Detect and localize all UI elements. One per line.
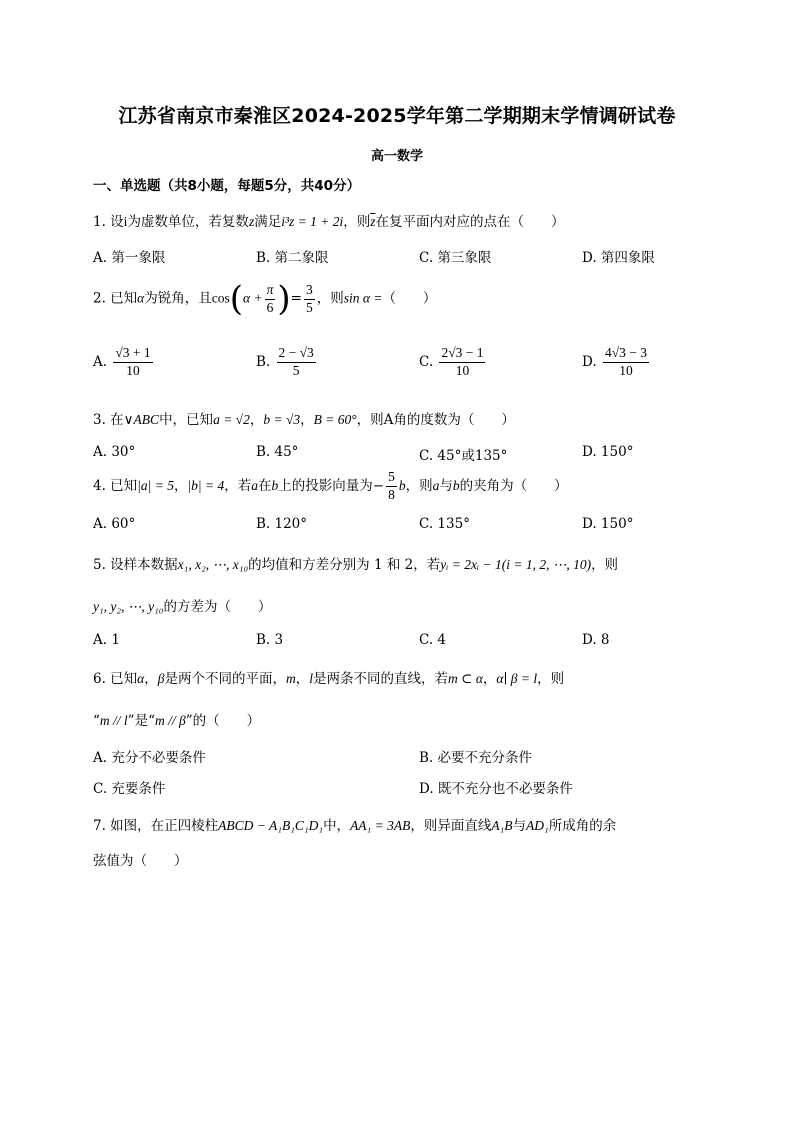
question-5-option-c: C. 4 xyxy=(419,632,447,648)
question-3-option-d: D. 150° xyxy=(582,444,634,460)
question-6-stem-line-1: 6. 已知α，β是两个不同的平面，m，l是两条不同的直线，若m ⊂ α，α∣ β = l，则 xyxy=(93,671,565,687)
question-5-option-a: A. 1 xyxy=(93,632,120,648)
question-7-stem-line-1: 7. 如图，在正四棱柱ABCD − A₁B₁C₁D₁中，AA₁ = 3AB，则异面直线A₁B与AD₁所成角的余 xyxy=(93,818,617,834)
question-4-option-d: D. 150° xyxy=(582,516,634,532)
question-1-option-b: B. 第二象限 xyxy=(256,250,329,266)
question-2-option-d: D. $\frac{4√3 - 3}{10}$ xyxy=(582,345,647,378)
question-2-stem: 2. 已知α为锐角，且cos(α + $\frac{\pi}{6}$ )= $\frac{3}{5}$ ，则sin α =（ ） xyxy=(93,279,437,319)
question-6-stem-line-2: “m // l”是“m // β”的（ ） xyxy=(93,713,261,729)
question-3-option-b: B. 45° xyxy=(256,444,299,460)
question-1-option-d: D. 第四象限 xyxy=(582,250,655,266)
question-6-option-d: D. 既不充分也不必要条件 xyxy=(419,781,573,797)
question-1-option-a: A. 第一象限 xyxy=(93,250,166,266)
question-6-option-b: B. 必要不充分条件 xyxy=(419,750,533,766)
question-3-stem: 3. 在∨ABC中，已知a = √2，b = √3，B = 60°，则A角的度数为（ ） xyxy=(93,412,515,428)
question-1-option-c: C. 第三象限 xyxy=(419,250,492,266)
question-2-option-b: B. $\frac{2 - √3}{5}$ xyxy=(256,345,314,378)
question-3-option-a: A. 30° xyxy=(93,444,136,460)
question-5-stem-line-1: 5. 设样本数据x₁, x₂, ⋯, x₁₀的均值和方差分别为 1 和 2，若yᵢ = 2xᵢ − 1(i = 1, 2, ⋯, 10)，则 xyxy=(93,557,619,573)
question-4-option-b: B. 120° xyxy=(256,516,308,532)
question-4-option-a: A. 60° xyxy=(93,516,136,532)
exam-title: 江苏省南京市秦淮区2024-2025学年第二学期期末学情调研试卷 xyxy=(118,105,676,127)
question-5-option-d: D. 8 xyxy=(582,632,610,648)
question-5-option-b: B. 3 xyxy=(256,632,284,648)
question-4-stem: 4. 已知|a| = 5，|b| = 4，若a在b上的投影向量为− $\frac{5}{8}$ b，则a与b的夹角为（ ） xyxy=(93,469,568,502)
exam-subtitle: 高一数学 xyxy=(370,149,423,164)
question-2-option-a: A. $\frac{√3 + 1}{10}$ xyxy=(93,345,151,378)
question-5-stem-line-2: y₁, y₂, ⋯, y₁₀的方差为（ ） xyxy=(93,599,272,615)
question-1-stem: 1. 设i为虚数单位，若复数z满足i³z = 1 + 2i，则$\overline{z}$在复平面内对应的点在（ ） xyxy=(93,214,565,230)
question-6-option-c: C. 充要条件 xyxy=(93,781,166,797)
question-4-option-c: C. 135° xyxy=(419,516,470,532)
question-7-stem-line-2: 弦值为（ ） xyxy=(93,853,188,869)
question-2-option-c: C. $\frac{2√3 - 1}{10}$ xyxy=(419,345,484,378)
question-6-option-a: A. 充分不必要条件 xyxy=(93,750,206,766)
section-heading: 一、单选题（共8小题，每题5分，共40分） xyxy=(93,178,361,194)
question-3-option-c: C. 45°或135° xyxy=(419,448,508,464)
